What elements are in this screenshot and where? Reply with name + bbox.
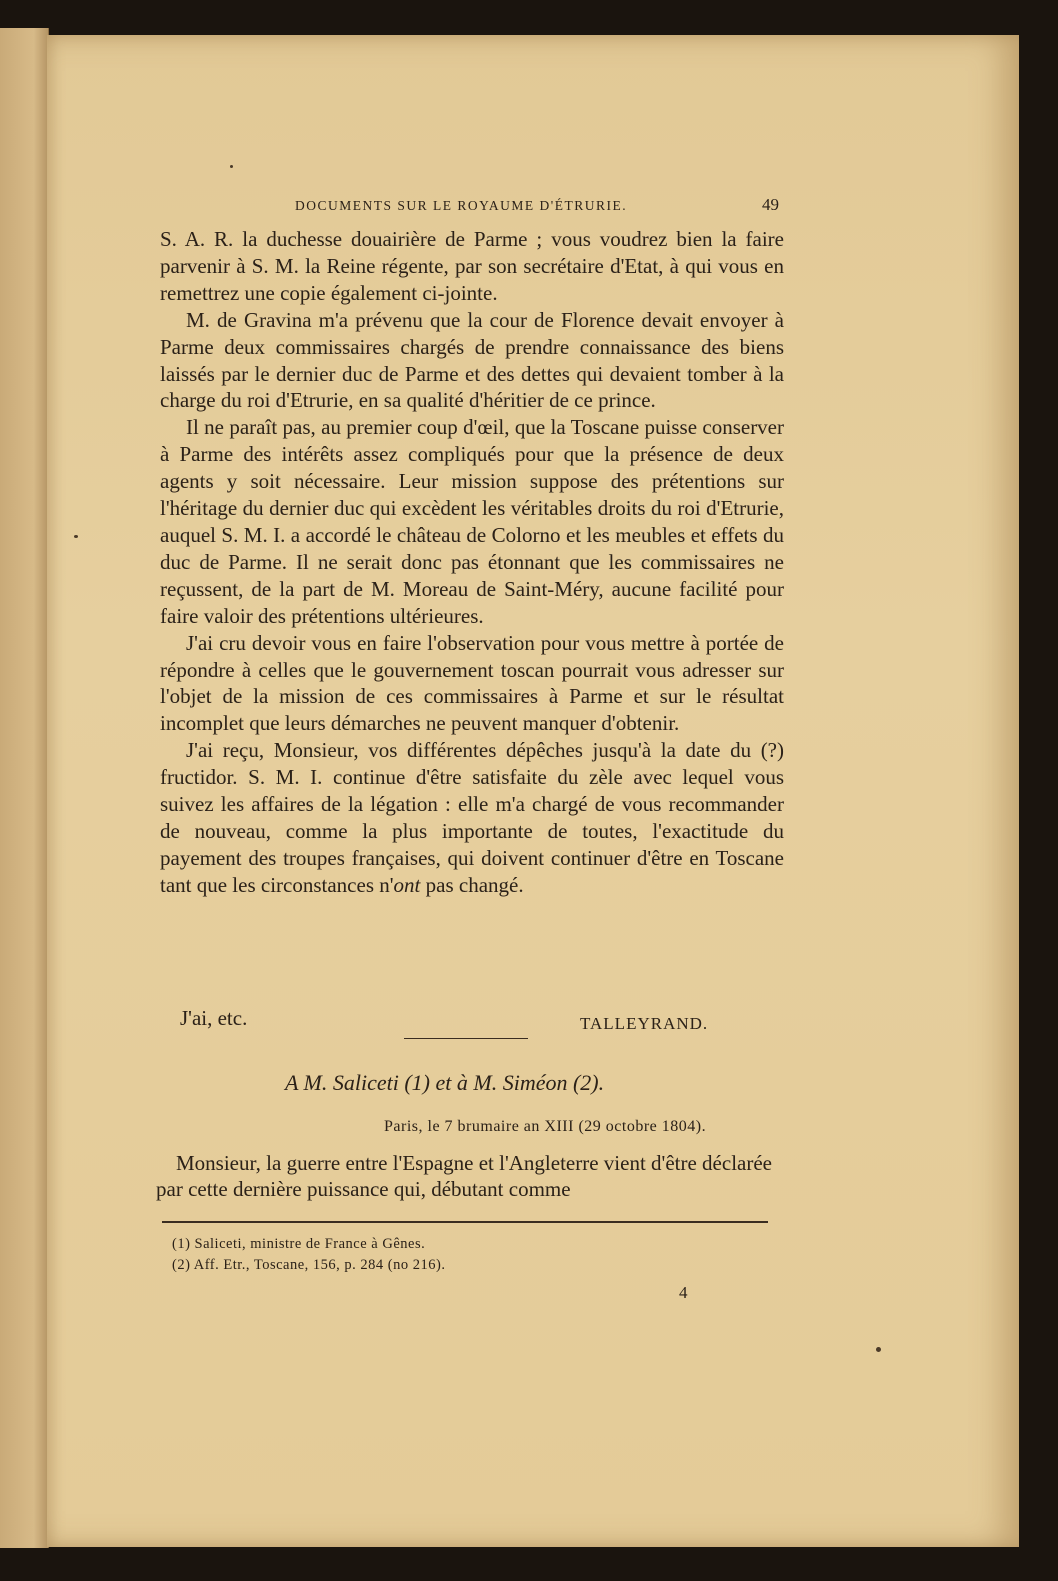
letter-address: A M. Saliceti (1) et à M. Siméon (2). <box>285 1070 605 1095</box>
footnote: (2) Aff. Etr., Toscane, 156, p. 284 (no 216). <box>172 1257 446 1273</box>
paragraph: Il ne paraît pas, au premier coup d'œil, que la Toscane puisse conserver à Parme des intérêts assez compliqués pour que la présence de deux agents y soit nécessaire. Leur mission suppose des prétentions sur l'héritage du dernier duc qui excèdent les véritables droits du roi d'Etrurie, auquel S. M. I. a accordé le château de Colorno et les meubles et effets du duc de Parme. Il ne serait donc pas étonnant que les commissaires ne reçussent, de la part de M. Moreau de Saint-Méry, aucune facilité pour faire valoir des prétentions ultérieures. <box>160 415 784 628</box>
paragraph <box>160 737 784 898</box>
paper-speck <box>230 165 233 168</box>
left-page-edge <box>0 28 49 1548</box>
running-head: DOCUMENTS SUR LE ROYAUME D'ÉTRURIE. <box>295 198 628 213</box>
closing-formula: J'ai, etc. <box>180 1006 248 1030</box>
section-divider <box>404 1038 528 1039</box>
footnote-rule <box>162 1221 768 1223</box>
footnotes <box>172 1234 445 1276</box>
body-text <box>160 226 784 899</box>
signature: TALLEYRAND. <box>580 1014 709 1033</box>
paragraph: J'ai cru devoir vous en faire l'observation pour vous mettre à portée de répondre à celles que le gouvernement toscan pourrait vous adresser sur l'objet de la mission de ces commissaires à Parme et sur le résultat incomplet que leurs démarches ne peuvent manquer d'obtenir. <box>160 630 784 736</box>
paper-speck <box>876 1347 881 1352</box>
paragraph: Monsieur, la guerre entre l'Espagne et l'Angleterre vient d'être déclarée par cette dernière puissance qui, débutant comme <box>156 1151 772 1201</box>
printer-signature-mark: 4 <box>679 1283 688 1302</box>
italic-word: ont <box>393 872 421 897</box>
letter-body <box>156 1150 772 1202</box>
paragraph-text: J'ai reçu, Monsieur, vos différentes dépêches jusqu'à la date du (?) fructidor. S. M. I. continue d'être satisfaite du zèle avec lequel vous suivez les affaires de la légation : elle m'a chargé de vous recommander de nouveau, comme la plus importante de toutes, l'exactitude du payement des troupes françaises, qui doivent continuer d'être en Toscane tant que les circonstances n' <box>160 738 784 897</box>
page-number: 49 <box>762 195 779 214</box>
letter-dateline: Paris, le 7 brumaire an XIII (29 octobre 1804). <box>384 1118 707 1135</box>
paragraph: M. de Gravina m'a prévenu que la cour de Florence devait envoyer à Parme deux commissaires chargés de prendre connaissance des biens laissés par le dernier duc de Parme et des dettes qui devaient tomber à la charge du roi d'Etrurie, en sa qualité d'héritier de ce prince. <box>160 307 784 413</box>
paragraph: S. A. R. la duchesse douairière de Parme ; vous voudrez bien la faire parvenir à S. M. la Reine régente, par son secrétaire d'Etat, à qui vous en remettrez une copie également ci-jointe. <box>160 227 784 305</box>
paper-speck <box>74 535 78 538</box>
paragraph-text: pas changé. <box>420 872 524 897</box>
footnote: (1) Saliceti, ministre de France à Gênes. <box>172 1236 426 1252</box>
